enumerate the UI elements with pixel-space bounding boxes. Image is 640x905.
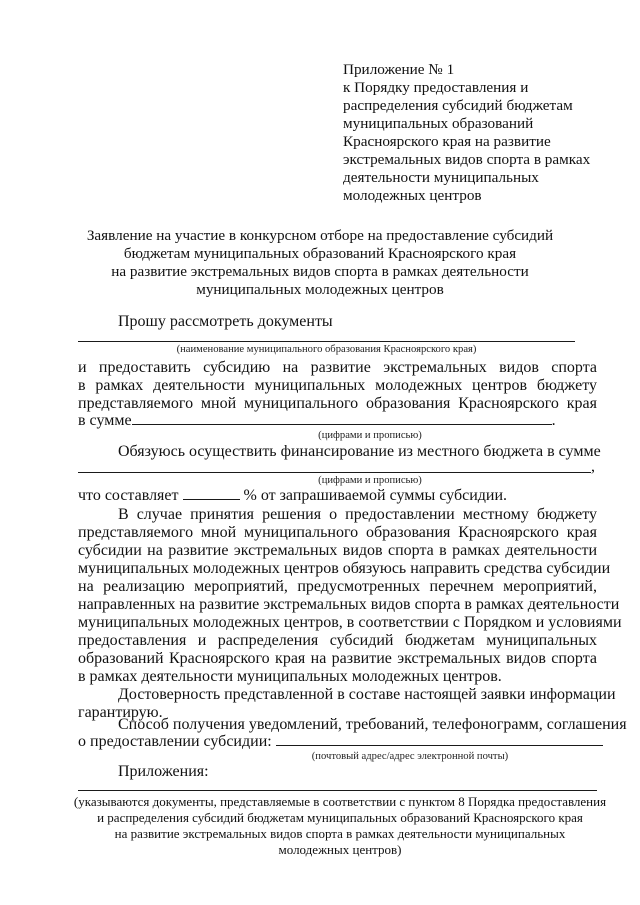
request-text: Прошу рассмотреть документы bbox=[118, 313, 333, 330]
title-line: бюджетам муниципальных образований Красноярского края bbox=[123, 245, 517, 262]
appendix-line: распределения субсидий бюджетам bbox=[343, 97, 573, 114]
sum-label-text: в сумме bbox=[78, 412, 132, 429]
title-line: Заявление на участие в конкурсном отборе на предоставление субсидий bbox=[86, 227, 554, 244]
appendix-line: молодежных центров bbox=[343, 187, 482, 204]
appendix-line: к Порядку предоставления и bbox=[343, 79, 529, 96]
paragraph-line: представляемого мной муниципального образования Красноярского края bbox=[78, 395, 597, 412]
title-line: муниципальных молодежных центров bbox=[196, 281, 444, 298]
note-line: молодежных центров) bbox=[278, 842, 402, 857]
paragraph-line: муниципальных молодежных центров, в соответствии с Порядком и условиями bbox=[78, 614, 622, 631]
obligation-amount-line[interactable] bbox=[78, 472, 591, 473]
municipality-field-line[interactable] bbox=[78, 341, 575, 342]
attachments-field-line[interactable] bbox=[78, 790, 597, 791]
sum-end: . bbox=[551, 412, 556, 429]
title-line: на развитие экстремальных видов спорта в рамках деятельности bbox=[111, 263, 529, 280]
contact-line bbox=[78, 733, 603, 751]
paragraph-line: Способ получения уведомлений, требований, телефонограмм, соглашения bbox=[118, 716, 627, 733]
note-line: на развитие экстремальных видов спорта в рамках деятельности муниципальных bbox=[114, 826, 566, 841]
share-percent-field[interactable] bbox=[183, 487, 240, 500]
appendix-line: экстремальных видов спорта в рамках bbox=[343, 151, 591, 168]
paragraph-line: субсидии на развитие экстремальных видов спорта в рамках деятельности bbox=[78, 542, 597, 559]
contact-label: о предоставлении субсидии: bbox=[78, 733, 272, 750]
sum-label bbox=[78, 412, 556, 430]
paragraph-line: в рамках деятельности муниципальных молодежных центров. bbox=[78, 668, 502, 685]
paragraph-line: В случае принятия решения о предоставлении местному бюджету bbox=[118, 506, 597, 523]
share-before: что составляет bbox=[78, 487, 179, 504]
attachments-label: Приложения: bbox=[118, 763, 209, 780]
amount-caption: (цифрами и прописью) bbox=[318, 430, 422, 441]
contact-caption: (почтовый адрес/адрес электронной почты) bbox=[311, 751, 509, 762]
appendix-line: муниципальных образований bbox=[343, 115, 534, 132]
obligation-comma: , bbox=[591, 458, 595, 475]
paragraph-line: муниципальных молодежных центров обязуюсь направить средства субсидии bbox=[78, 560, 611, 577]
amount-caption-2: (цифрами и прописью) bbox=[318, 475, 422, 486]
appendix-line: Красноярского края на развитие bbox=[343, 133, 551, 150]
paragraph-line: Достоверность представленной в составе настоящей заявки информации bbox=[118, 686, 616, 703]
note-line: и распределения субсидий бюджетам муниципальных образований Красноярского края bbox=[97, 810, 583, 825]
contact-field[interactable] bbox=[276, 733, 603, 746]
paragraph-line: гарантирую. bbox=[78, 704, 163, 721]
paragraph-line: предоставления и распределения субсидий бюджетам муниципальных bbox=[78, 632, 597, 649]
paragraph-line: и предоставить субсидию на развитие экстремальных видов спорта bbox=[78, 359, 597, 376]
share-after: % от запрашиваемой суммы субсидии. bbox=[243, 487, 508, 504]
paragraph-line: на реализацию мероприятий, предусмотренных перечнем мероприятий, bbox=[78, 578, 597, 595]
paragraph-line: представляемого мной муниципального образования Красноярского края bbox=[78, 524, 597, 541]
appendix-line: деятельности муниципальных bbox=[343, 169, 539, 186]
paragraph-line: направленных на развитие экстремальных видов спорта в рамках деятельности bbox=[78, 596, 620, 613]
obligation-text: Обязуюсь осуществить финансирование из местного бюджета в сумме bbox=[118, 443, 601, 460]
sum-field[interactable] bbox=[132, 412, 552, 425]
municipality-caption: (наименование муниципального образования Красноярского края) bbox=[176, 344, 477, 355]
note-line: (указываются документы, представляемые в соответствии с пунктом 8 Порядка предоставления bbox=[73, 794, 607, 809]
paragraph-line: в рамках деятельности муниципальных молодежных центров бюджету bbox=[78, 377, 597, 394]
paragraph-line: образований Красноярского края на развитие экстремальных видов спорта bbox=[78, 650, 597, 667]
appendix-line: Приложение № 1 bbox=[343, 61, 455, 78]
share-line bbox=[78, 487, 507, 505]
